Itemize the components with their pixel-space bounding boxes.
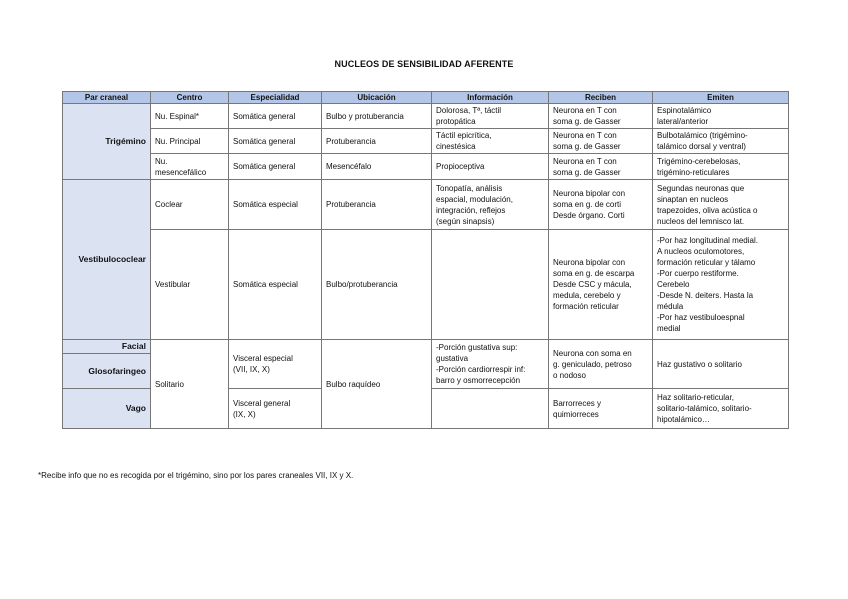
cell-centro: Nu. Espinal* xyxy=(151,104,229,129)
cell-informacion xyxy=(432,230,549,340)
cell-ubicacion: Bulbo raquídeo xyxy=(322,340,432,429)
cell-ubicacion: Protuberancia xyxy=(322,129,432,154)
group-vago: Vago xyxy=(63,389,151,429)
cell-especialidad: Somática general xyxy=(229,154,322,180)
group-facial: Facial xyxy=(63,340,151,354)
header-par-craneal: Par craneal xyxy=(63,92,151,104)
cell-ubicacion: Mesencéfalo xyxy=(322,154,432,180)
cell-reciben: Barrorreces y quimiorreces xyxy=(549,389,653,429)
cell-especialidad: Somática general xyxy=(229,104,322,129)
cell-reciben: Neurona en T con soma g. de Gasser xyxy=(549,129,653,154)
header-centro: Centro xyxy=(151,92,229,104)
cell-centro-solitario: Solitario xyxy=(151,340,229,429)
cell-informacion: Propioceptiva xyxy=(432,154,549,180)
afferent-nuclei-table xyxy=(62,91,789,429)
cell-emiten: Haz solitario-reticular, solitario-talámico, solitario- hipotalámico… xyxy=(653,389,789,429)
cell-emiten: Segundas neuronas que sinaptan en nucleos trapezoides, oliva acústica o nucleos del lemnisco lat. xyxy=(653,180,789,230)
cell-especialidad: Visceral general (IX, X) xyxy=(229,389,322,429)
cell-especialidad: Visceral especial (VII, IX, X) xyxy=(229,340,322,389)
cell-emiten: Espinotalámico lateral/anterior xyxy=(653,104,789,129)
footnote: *Recibe info que no es recogida por el trigémino, sino por los pares craneales VII, IX y X. xyxy=(38,471,354,480)
cell-centro: Nu. mesencefálico xyxy=(151,154,229,180)
cell-emiten: Trigémino-cerebelosas, trigémino-reticulares xyxy=(653,154,789,180)
header-ubicacion: Ubicación xyxy=(322,92,432,104)
table-row xyxy=(63,180,789,230)
table-row xyxy=(63,129,789,154)
table-row xyxy=(63,154,789,180)
group-vestibulococlear: Vestibulococlear xyxy=(63,180,151,340)
cell-emiten: Haz gustativo o solitario xyxy=(653,340,789,389)
header-informacion: Información xyxy=(432,92,549,104)
table-row xyxy=(63,104,789,129)
cell-reciben: Neurona en T con soma g. de Gasser xyxy=(549,154,653,180)
header-emiten: Emiten xyxy=(653,92,789,104)
cell-reciben: Neurona bipolar con soma en g. de corti Desde órgano. Corti xyxy=(549,180,653,230)
header-row xyxy=(63,92,789,104)
cell-centro: Vestibular xyxy=(151,230,229,340)
table-row xyxy=(63,340,789,354)
header-reciben: Reciben xyxy=(549,92,653,104)
cell-ubicacion: Bulbo y protuberancia xyxy=(322,104,432,129)
cell-centro: Coclear xyxy=(151,180,229,230)
cell-especialidad: Somática general xyxy=(229,129,322,154)
cell-especialidad: Somática especial xyxy=(229,230,322,340)
page-title: NUCLEOS DE SENSIBILIDAD AFERENTE xyxy=(334,59,514,69)
cell-informacion: -Porción gustativa sup: gustativa -Porción cardiorrespir inf: barro y osmorrecepción xyxy=(432,340,549,389)
cell-emiten: Bulbotalámico (trigémino- talámico dorsal y ventral) xyxy=(653,129,789,154)
cell-reciben: Neurona bipolar con soma en g. de escarpa Desde CSC y mácula, medula, cerebelo y formación reticular xyxy=(549,230,653,340)
cell-centro: Nu. Principal xyxy=(151,129,229,154)
cell-informacion: Tonopatía, análisis espacial, modulación, integración, reflejos (según sinapsis) xyxy=(432,180,549,230)
cell-ubicacion: Protuberancia xyxy=(322,180,432,230)
cell-reciben: Neurona en T con soma g. de Gasser xyxy=(549,104,653,129)
header-especialidad: Especialidad xyxy=(229,92,322,104)
cell-ubicacion: Bulbo/protuberancia xyxy=(322,230,432,340)
cell-emiten: -Por haz longitudinal medial. A nucleos oculomotores, formación reticular y tálamo -Por cuerpo restiforme. Cerebelo -Desde N. deiters. Hasta la médula -Por haz vestibuloespnal medial xyxy=(653,230,789,340)
cell-informacion xyxy=(432,389,549,429)
cell-especialidad: Somática especial xyxy=(229,180,322,230)
table-row xyxy=(63,230,789,340)
cell-reciben: Neurona con soma en g. geniculado, petroso o nodoso xyxy=(549,340,653,389)
cell-informacion: Dolorosa, Tª, táctil protopática xyxy=(432,104,549,129)
cell-informacion: Táctil epicrítica, cinestésica xyxy=(432,129,549,154)
group-glosofaringeo: Glosofaringeo xyxy=(63,354,151,389)
group-trigemino: Trigémino xyxy=(63,104,151,180)
